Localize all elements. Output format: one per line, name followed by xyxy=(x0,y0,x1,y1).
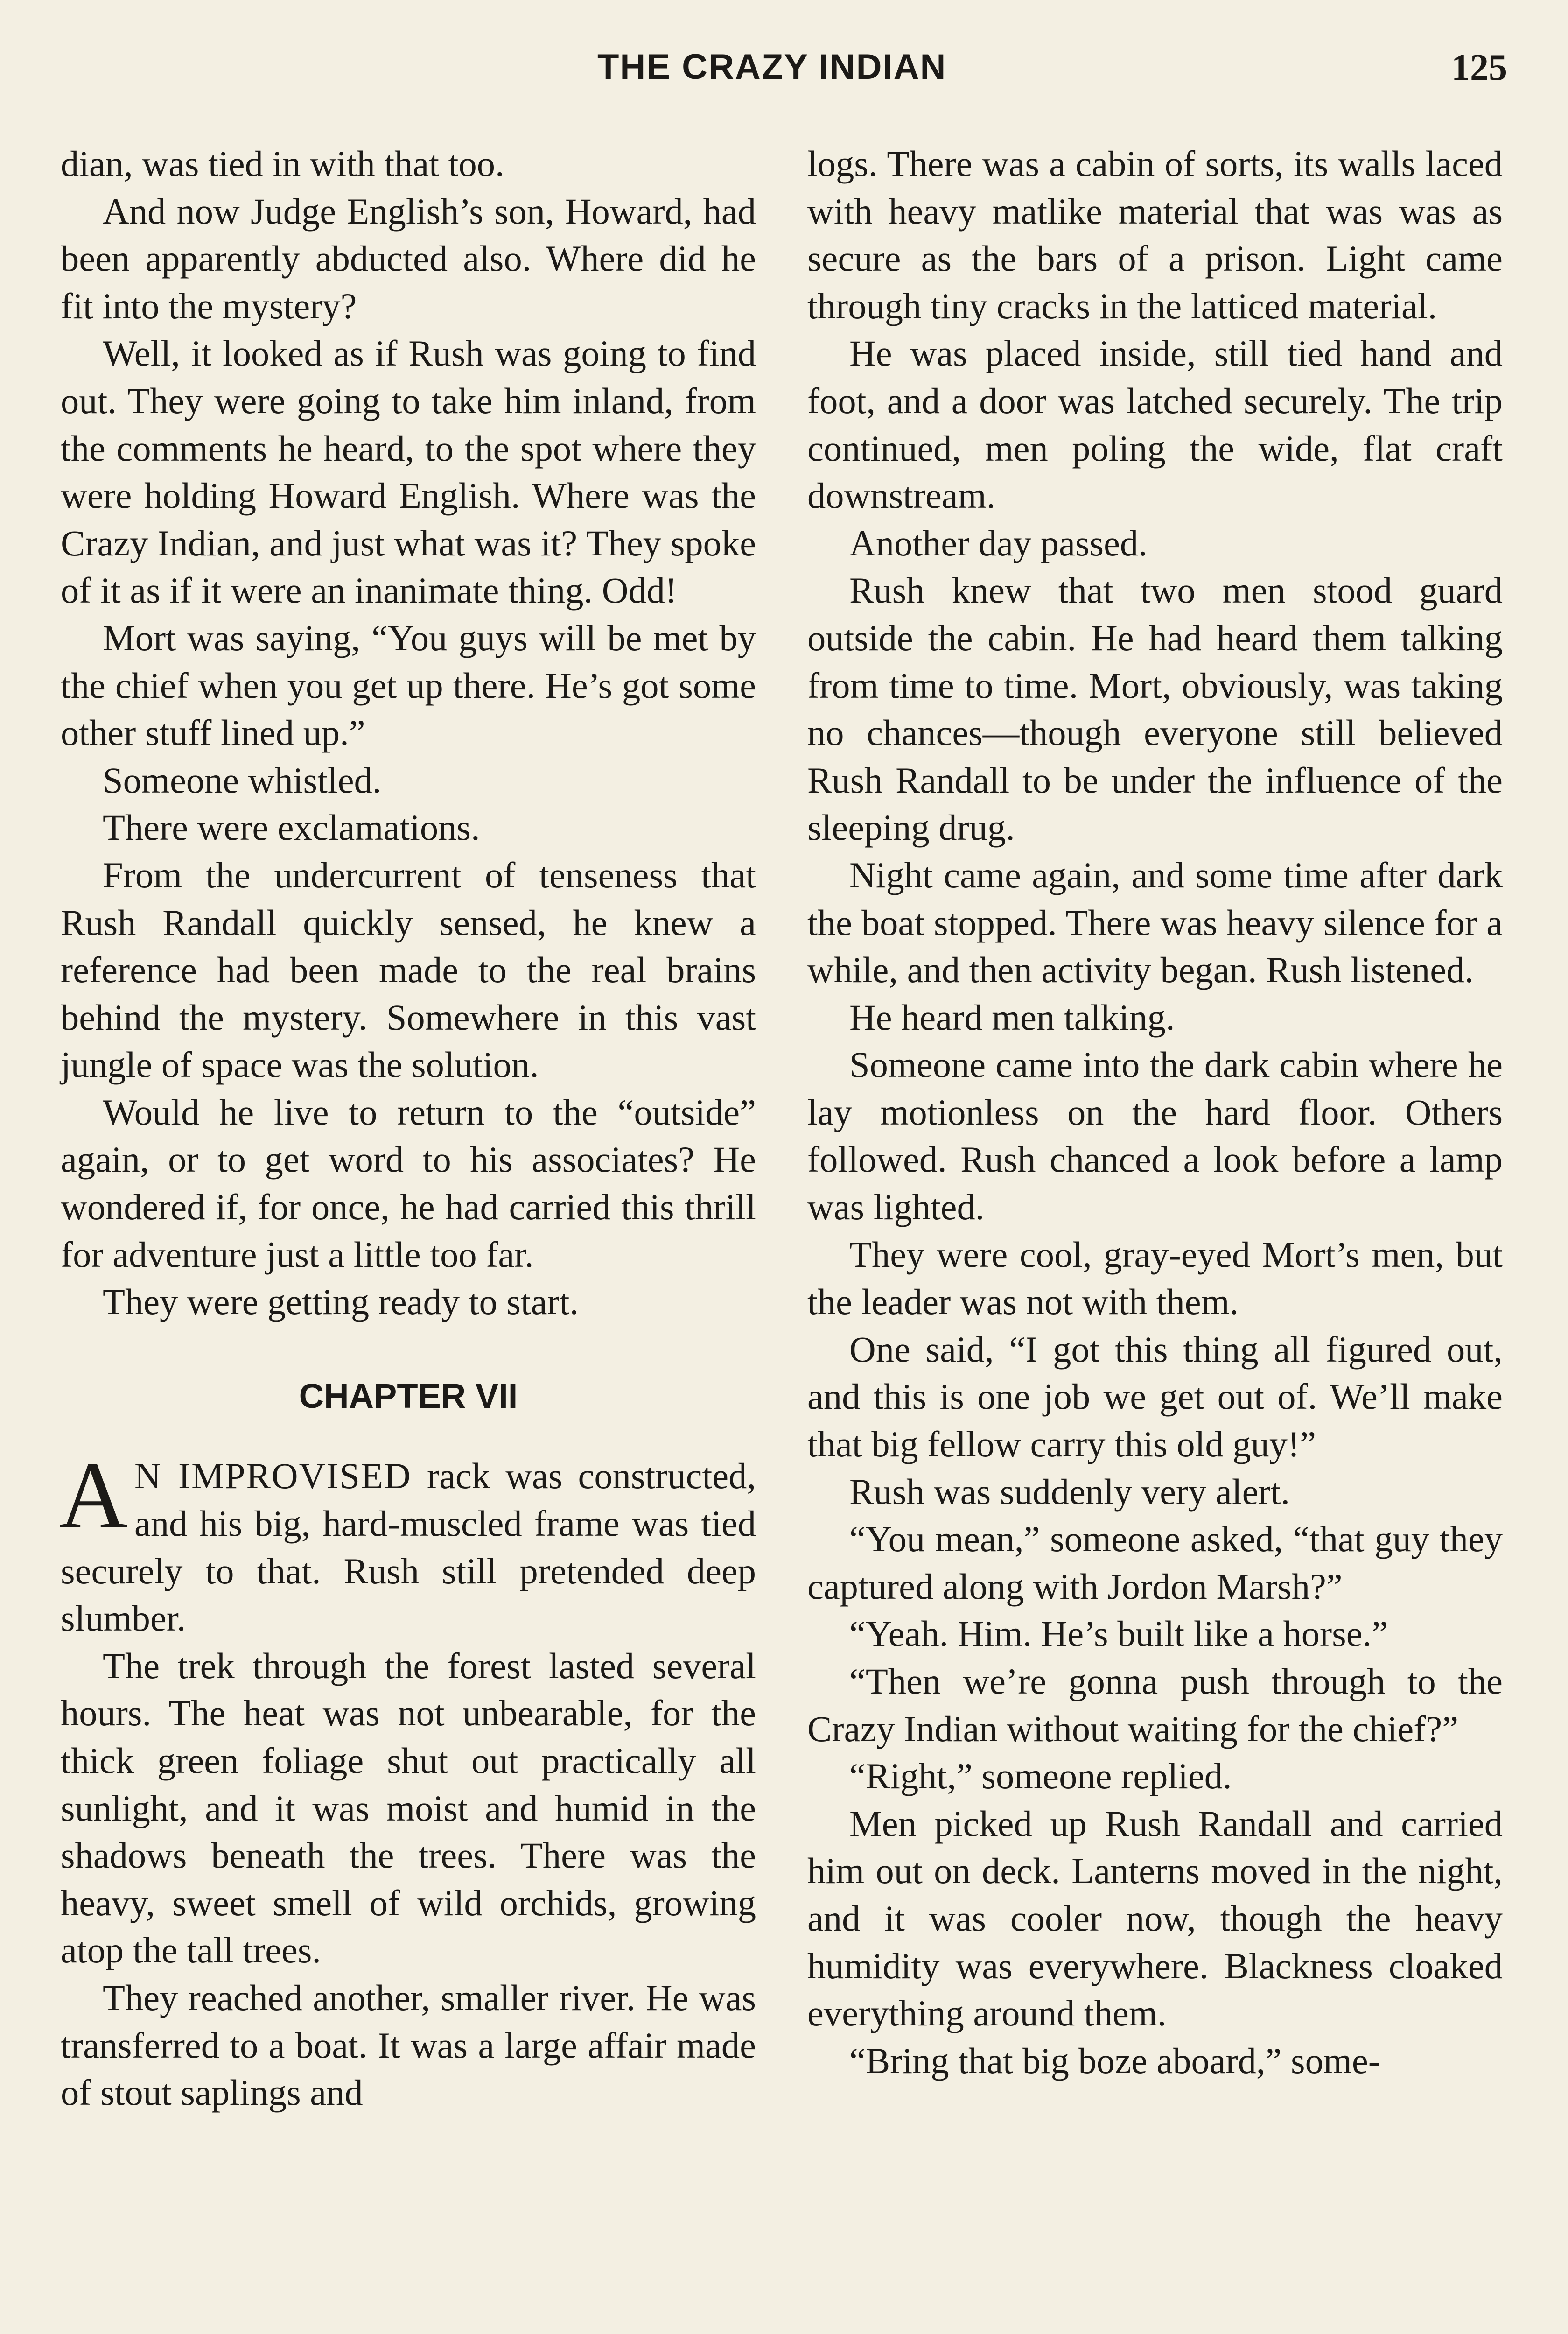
paragraph: They were cool, gray-eyed Mort’s men, but the leader was not with them. xyxy=(807,1234,1503,1322)
chapter-heading: CHAPTER VII xyxy=(299,1376,518,1415)
paragraph: Another day passed. xyxy=(849,522,1148,563)
left-column xyxy=(61,140,756,2116)
paragraph: Men picked up Rush Randall and carried him out on deck. Lanterns moved in the night, and it was cooler now, though the heavy humidity was everywhere. Blackness cloaked everything around them. xyxy=(807,1803,1503,2034)
page-header xyxy=(0,47,1568,103)
chapter-lead-caps: N IMPROVISED xyxy=(134,1455,412,1497)
paragraph: The trek through the forest lasted several hours. The heat was not unbearable, for the thick green foliage shut out practically all sunlight, and it was moist and humid in the shadows beneath the trees. There was the heavy, sweet smell of wild orchids, growing atop the tall trees. xyxy=(61,1645,756,1971)
paragraph: Night came again, and some time after dark the boat stopped. There was heavy silence for a while, and then activity began. Rush listened. xyxy=(807,854,1503,991)
paragraph: “Then we’re gonna push through to the Crazy Indian without waiting for the chief?” xyxy=(807,1661,1503,1749)
chapter-open-text: rack was constructed, and his big, hard-muscled frame was tied securely to that. Rush still pretended deep slumber. xyxy=(61,1455,756,1639)
paragraph: Someone came into the dark cabin where he lay motionless on the hard floor. Others followed. Rush chanced a look before a lamp was lighted. xyxy=(807,1044,1503,1228)
paragraph: He was placed inside, still tied hand and foot, and a door was latched securely. The trip continued, men poling the wide, flat craft downstream. xyxy=(807,333,1503,516)
drop-cap: A xyxy=(59,1442,128,1549)
chapter-opening-paragraph xyxy=(59,1442,756,1642)
paragraph: And now Judge English’s son, Howard, had been apparently abducted also. Where did he fit into the mystery? xyxy=(61,190,756,326)
paragraph: Rush knew that two men stood guard outside the cabin. He had heard them talking from time to time. Mort, obviously, was taking no chances—though everyone still believed Rush Randall to be under the influence of the sleeping drug. xyxy=(807,570,1503,848)
paragraph: He heard men talking. xyxy=(849,997,1175,1038)
page-number: 125 xyxy=(1451,47,1507,88)
paragraph: Someone whistled. xyxy=(103,759,382,801)
paragraph: “Yeah. Him. He’s built like a horse.” xyxy=(849,1613,1388,1654)
paragraph: Rush was suddenly very alert. xyxy=(849,1471,1290,1512)
paragraph: logs. There was a cabin of sorts, its walls laced with heavy matlike material that was was as secure as the bars of a prison. Light came through tiny cracks in the latticed material. xyxy=(807,143,1503,326)
running-title: THE CRAZY INDIAN xyxy=(597,47,947,87)
paragraph: They reached another, smaller river. He was transferred to a boat. It was a large affair made of stout saplings and xyxy=(61,1977,756,2113)
paragraph: “You mean,” someone asked, “that guy they captured along with Jordon Marsh?” xyxy=(807,1519,1503,1607)
paragraph: Well, it looked as if Rush was going to find out. They were going to take him inland, from the comments he heard, to the spot where they were holding Howard English. Where was the Crazy Indian, and just what was it? They spoke of it as if it were an inanimate thing. Odd! xyxy=(61,333,756,611)
paragraph: One said, “I got this thing all figured out, and this is one job we get out of. We’ll make that big fellow carry this old guy!” xyxy=(807,1329,1503,1465)
paragraph: “Bring that big boze aboard,” some- xyxy=(849,2040,1380,2081)
right-column xyxy=(807,140,1503,2084)
paragraph: There were exclamations. xyxy=(103,807,480,848)
paragraph: Mort was saying, “You guys will be met by the chief when you get up there. He’s got some other stuff lined up.” xyxy=(61,617,756,753)
paragraph: “Right,” someone replied. xyxy=(849,1756,1232,1797)
paragraph: Would he live to return to the “outside” again, or to get word to his associates? He wondered if, for once, he had carried this thrill for adventure just a little too far. xyxy=(61,1091,756,1275)
paragraph: From the undercurrent of tenseness that Rush Randall quickly sensed, he knew a reference had been made to the real brains behind the mystery. Somewhere in this vast jungle of space was the solution. xyxy=(61,854,756,1085)
paragraph: dian, was tied in with that too. xyxy=(61,143,504,184)
paragraph: They were getting ready to start. xyxy=(103,1281,579,1322)
